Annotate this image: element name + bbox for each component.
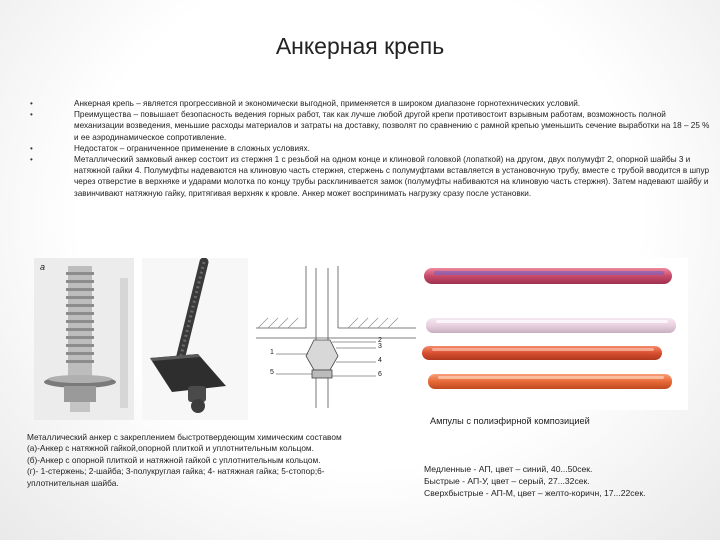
anchor-photo-a [34,258,134,420]
diagram-label-1: 1 [270,349,274,356]
bullet-item: • Металлический замковый анкер состоит из стержня 1 с резьбой на одном конце и клиновой головкой (лопаткой) на другом, двух полумуфт 2, опорной шайбы 3 и натяжной гайки 4. Полумуфты надеваются на клиновую часть стержня, стержень с полумуфтами вставляется в установочную трубу, вместе с трубой вводится в шпур через отверстие в верхняке и ударами молотка по концу трубы расклинивается замок (полумуфты набиваются на клиновую часть стержня). Затем надевают шайбу и завинчивают натяжную гайку, притягивая верхняк к кровле. Анкер может воспринимать нагрузку сразу после установки. [30,154,710,199]
diagram-label-2: 2 [378,337,382,344]
caption-line: (г)- 1-стержень; 2-шайба; 3-полукруглая гайка; 4- натяжная гайка; 5-стопор;6- уплотнительная шайба. [27,466,325,488]
ampoule-2 [426,318,676,333]
caption-line: (а)-Анкер с натяжной гайкой,опорной плиткой и уплотнительным кольцом. [27,443,314,454]
ampoules-image [418,258,688,410]
anchor-photo-b [142,258,248,420]
ampoules-caption: Ампулы с полиэфирной композицией [430,416,590,426]
ampoule-speeds [424,463,714,499]
ampoule-1 [424,268,672,284]
ampoule-4 [428,374,672,389]
diagram-label-5: 5 [270,369,274,376]
anchor-caption [27,432,357,489]
anchor-diagram [256,258,416,420]
speed-line: Сверхбыстрые - АП-М, цвет – желто-коричн, 17...22сек. [424,488,646,498]
bullet-item: • Преимущества – повышает безопасность ведения горных работ, так как лучше любой другой крепи противостоит взрывным работам, возможность полной механизации возведения, меньшие расходы материалов и затраты на доставку, позволят по сравнению с рамной крепью уменьшить сечение выработки на 18 – 25 % и ее аэродинамическое сопротивление. [30,109,710,143]
diagram-label-3: 3 [378,343,382,350]
slide-title: Анкерная крепь [275,33,445,59]
speed-line: Быстрые - АП-У, цвет – серый, 27...32сек. [424,476,590,486]
caption-line: Металлический анкер с закреплением быстротвердеющим химическим составом [27,432,342,442]
bullet-list [30,98,710,199]
caption-line: (б)-Анкер с опорной плиткой и натяжной гайкой с уплотнительным кольцом. [27,454,321,465]
diagram-label-4: 4 [378,357,382,364]
bullet-item: • Недостаток – ограниченное применение в сложных условиях. [30,143,710,154]
bullet-item: • Анкерная крепь – является прогрессивной и экономически выгодной, применяется в широком диапазоне горнотехнических условий. [30,98,710,109]
ampoule-3 [422,346,662,360]
speed-line: Медленные - АП, цвет – синий, 40...50сек. [424,464,593,474]
diagram-label-6: 6 [378,371,382,378]
photo-a-label: а [40,262,46,272]
